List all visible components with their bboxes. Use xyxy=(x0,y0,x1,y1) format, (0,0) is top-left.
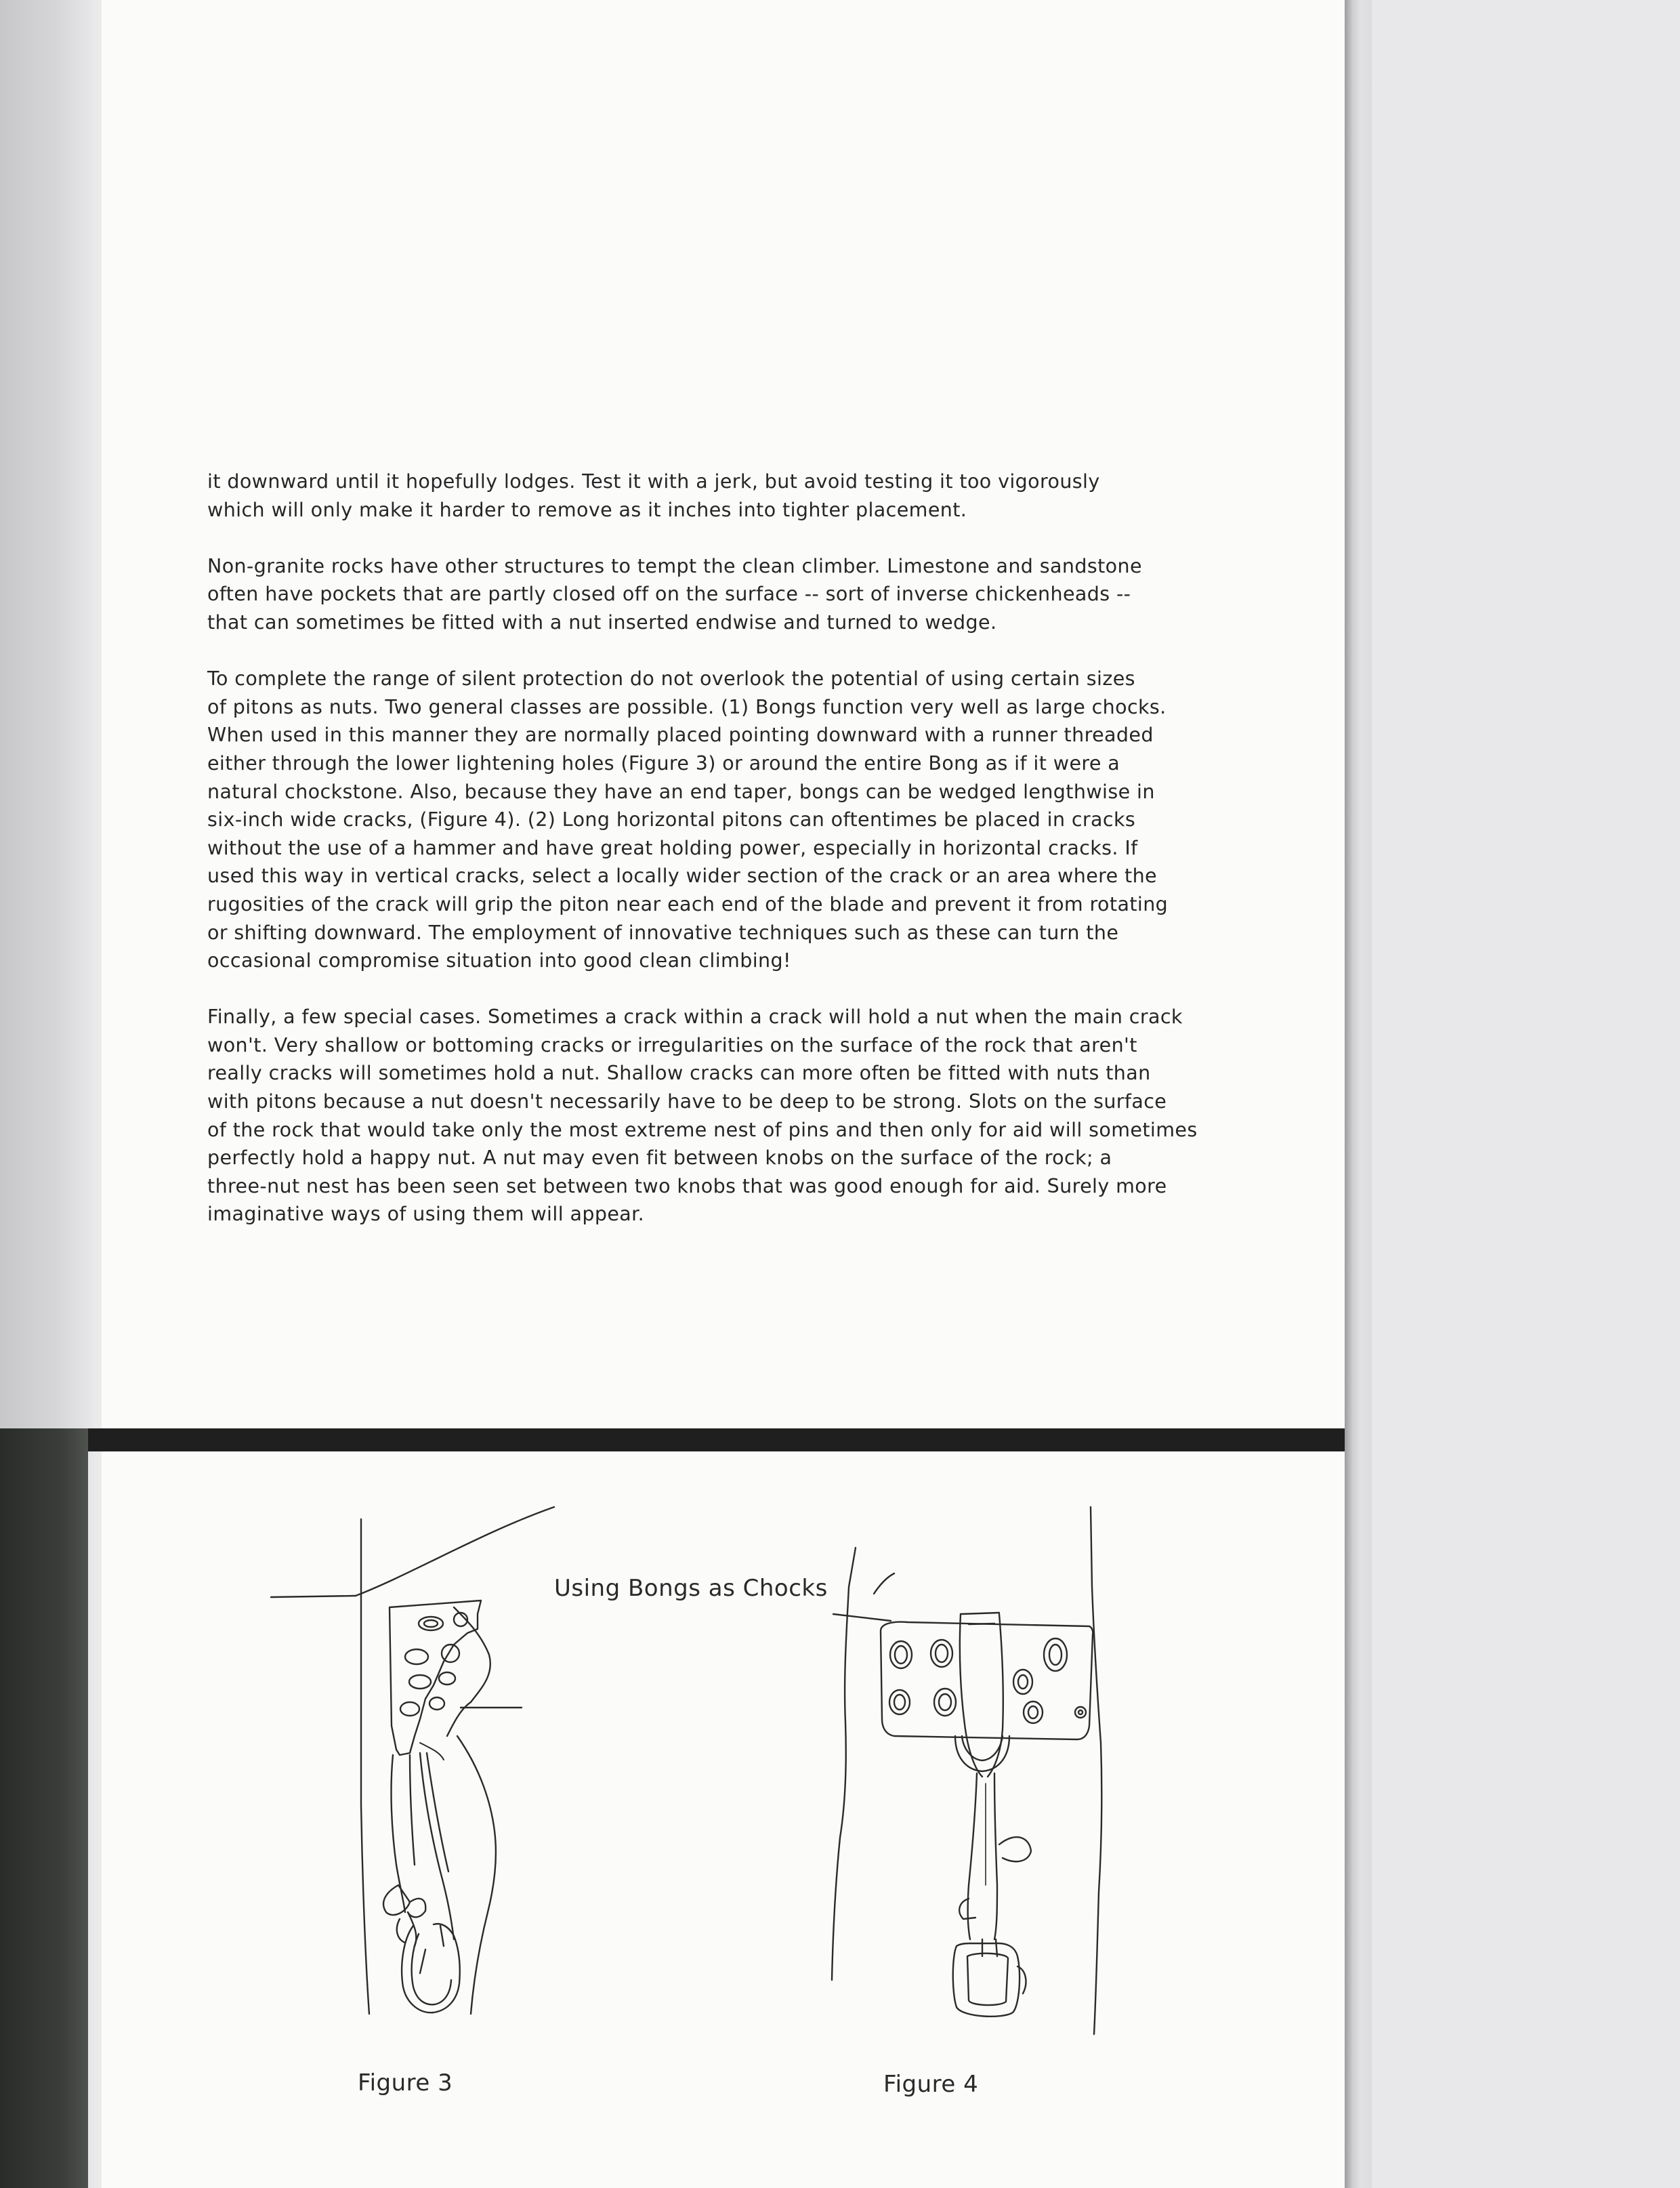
page-edge xyxy=(1345,0,1372,2188)
text-line: often have pockets that are partly closed off on the surface -- sort of inverse chickenheads -- xyxy=(207,583,1131,606)
scanner-background xyxy=(1372,0,1680,2188)
text-line: rugosities of the crack will grip the piton near each end of the blade and prevent it from rotating xyxy=(207,892,1169,915)
text-line: that can sometimes be fitted with a nut inserted endwise and turned to wedge. xyxy=(207,611,997,634)
binding-dark-strip xyxy=(0,1428,88,2188)
figure-4-caption: Figure 4 xyxy=(883,2071,979,2098)
text-line: which will only make it harder to remove as it inches into tighter placement. xyxy=(207,498,967,521)
figure-4-drawing xyxy=(832,1507,1101,2034)
paragraph-4 xyxy=(207,1003,1196,1229)
body-text xyxy=(207,468,1196,1229)
text-line: or shifting downward. The employment of innovative techniques such as these can turn the xyxy=(207,921,1119,944)
figure-title: Using Bongs as Chocks xyxy=(554,1575,828,1602)
text-line: perfectly hold a happy nut. A nut may even fit between knobs on the surface of the rock; a xyxy=(207,1147,1112,1170)
text-line: really cracks will sometimes hold a nut. Shallow cracks can more often be fitted with nuts than xyxy=(207,1062,1151,1085)
text-line: of the rock that would take only the most extreme nest of pins and then only for aid will sometimes xyxy=(207,1118,1198,1141)
text-line: imaginative ways of using them will appear. xyxy=(207,1203,645,1226)
text-line: occasional compromise situation into good clean climbing! xyxy=(207,949,791,972)
figure-3-caption: Figure 3 xyxy=(358,2069,453,2097)
figure-3-drawing xyxy=(271,1507,554,2014)
section-divider-band xyxy=(88,1428,1345,1451)
text-line: When used in this manner they are normally placed pointing downward with a runner threaded xyxy=(207,724,1154,747)
text-line: without the use of a hammer and have great holding power, especially in horizontal cracks. If xyxy=(207,836,1138,859)
text-line: with pitons because a nut doesn't necessarily have to be deep to be strong. Slots on the surface xyxy=(207,1090,1167,1113)
figure-area xyxy=(102,1451,1345,2188)
text-line: Finally, a few special cases. Sometimes a crack within a crack will hold a nut when the main crack xyxy=(207,1006,1183,1029)
text-line: Non-granite rocks have other structures to tempt the clean climber. Limestone and sandstone xyxy=(207,554,1142,577)
text-line: natural chockstone. Also, because they have an end taper, bongs can be wedged lengthwise in xyxy=(207,780,1155,803)
text-line: three-nut nest has been seen set between two knobs that was good enough for aid. Surely more xyxy=(207,1174,1167,1197)
paragraph-1 xyxy=(207,468,1196,524)
paragraph-2 xyxy=(207,552,1196,637)
text-line: of pitons as nuts. Two general classes are possible. (1) Bongs function very well as large chocks. xyxy=(207,695,1167,718)
text-line: used this way in vertical cracks, select a locally wider section of the crack or an area where the xyxy=(207,865,1157,888)
paragraph-3 xyxy=(207,665,1196,975)
bong-illustrations xyxy=(102,1451,1345,2188)
text-line: either through the lower lightening holes (Figure 3) or around the entire Bong as if it were a xyxy=(207,751,1120,775)
text-line: To complete the range of silent protection do not overlook the potential of using certain sizes xyxy=(207,667,1135,690)
text-line: six-inch wide cracks, (Figure 4). (2) Long horizontal pitons can oftentimes be placed in cracks xyxy=(207,808,1136,831)
text-line: won't. Very shallow or bottoming cracks or irregularities on the surface of the rock that aren't xyxy=(207,1033,1137,1056)
text-line: it downward until it hopefully lodges. Test it with a jerk, but avoid testing it too vigorously xyxy=(207,470,1100,493)
